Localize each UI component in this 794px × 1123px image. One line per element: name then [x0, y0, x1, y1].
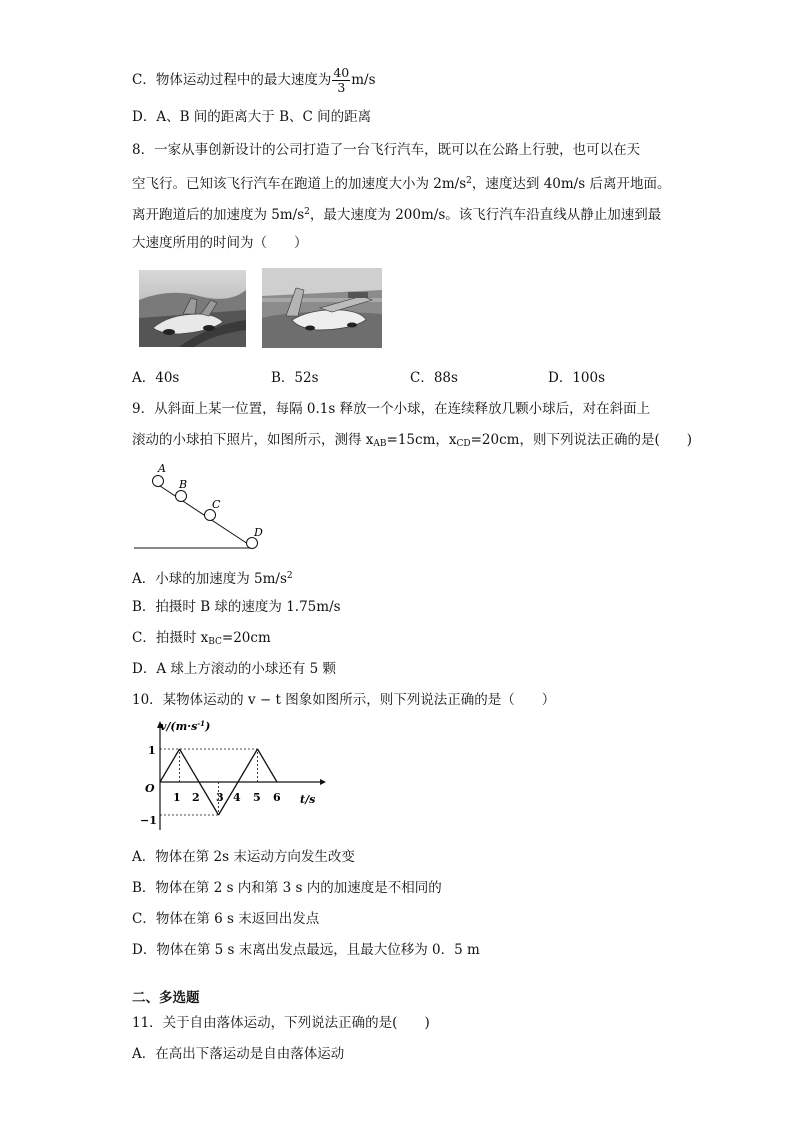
- q8-line3-a: 离开跑道后的加速度为 5m/s: [132, 207, 305, 223]
- q7-c-text: C．物体运动过程中的最大速度为: [132, 72, 332, 88]
- q9-sub-cd: CD: [456, 439, 471, 449]
- q8-line2-b: ，速度达到 40m/s 后离开地面。: [471, 176, 671, 192]
- vt-graph: [140, 718, 330, 836]
- section-title: 二、多选题: [132, 990, 200, 1006]
- q7-frac-den: 3: [337, 80, 346, 95]
- q7-option-d: D．A、B 间的距离大于 B、C 间的距离: [132, 109, 372, 125]
- q9-line2-a: 滚动的小球拍下照片，如图所示，测得 x: [132, 432, 374, 448]
- x-tick-2: 2: [192, 791, 200, 804]
- q9-a-sup: 2: [286, 571, 293, 581]
- label-c: C: [212, 498, 221, 511]
- q8-stem-line3: [132, 203, 661, 224]
- q9-line2-b: =15cm，x: [386, 432, 457, 448]
- x-tick-5: 5: [253, 791, 261, 804]
- q8-stem-line2: [132, 172, 670, 193]
- q11-stem: 11．关于自由落体运动，下列说法正确的是( ): [132, 1015, 430, 1031]
- x-tick-4: 4: [233, 791, 241, 804]
- q9-sub-bc: BC: [208, 637, 222, 647]
- flying-car-wings-photo: [262, 268, 382, 348]
- q10-option-c: C．物体在第 6 s 末返回出发点: [132, 911, 320, 927]
- q8-option-c: C．88s: [410, 370, 458, 386]
- q8-option-a: A．40s: [132, 370, 180, 386]
- q9-option-b: B．拍摄时 B 球的速度为 1.75m/s: [132, 599, 341, 615]
- ball-d: [247, 538, 258, 549]
- q9-a-text: A．小球的加速度为 5m/s: [132, 571, 287, 587]
- origin-label: O: [145, 782, 155, 795]
- x-axis-label: t/s: [300, 793, 316, 806]
- q9-c-text2: =20cm: [221, 630, 271, 646]
- vt-segment-4: [258, 749, 278, 782]
- y-tick-pos: 1: [148, 744, 156, 757]
- label-d: D: [254, 526, 263, 539]
- q7-option-c: [132, 66, 376, 95]
- x-axis-arrow: [320, 779, 326, 785]
- q10-option-a: A．物体在第 2s 末运动方向发生改变: [132, 849, 355, 865]
- q9-c-text: C．拍摄时 x: [132, 630, 209, 646]
- ball-a: [153, 476, 164, 487]
- ball-c: [205, 510, 216, 521]
- vt-segment-1: [160, 749, 180, 782]
- q7-frac-num: 40: [333, 65, 350, 80]
- q7-c-unit: m/s: [351, 72, 376, 88]
- q9-option-d: D．A 球上方滚动的小球还有 5 颗: [132, 661, 337, 677]
- y-axis-label: $v/(m\cdot s^{-1})$: [160, 719, 211, 733]
- q8-option-b: B．52s: [271, 370, 319, 386]
- q9-sub-ab: AB: [373, 439, 387, 449]
- x-tick-1: 1: [173, 791, 181, 804]
- x-tick-6: 6: [273, 791, 281, 804]
- x-tick-3: 3: [216, 791, 224, 804]
- q8-line2-a: 空飞行。已知该飞行汽车在跑道上的加速度大小为 2m/s: [132, 176, 467, 192]
- q9-stem-line2: [132, 431, 692, 453]
- q8-option-d: D．100s: [548, 370, 606, 386]
- q11-option-a: A．在高出下落运动是自由落体运动: [132, 1046, 345, 1062]
- q8-stem-line4: 大速度所用的时间为（ ）: [132, 235, 308, 251]
- q8-sup-2: 2: [304, 207, 310, 217]
- q9-option-a: [132, 567, 293, 588]
- y-tick-neg: −1: [140, 814, 157, 827]
- q9-option-c: [132, 629, 271, 651]
- q10-option-d: D．物体在第 5 s 末离出发点最远，且最大位移为 0．5 m: [132, 942, 480, 958]
- q8-line3-b: ，最大速度为 200m/s。该飞行汽车沿直线从静止加速到最: [309, 207, 662, 223]
- q8-stem-line1: 8．一家从事创新设计的公司打造了一台飞行汽车，既可以在公路上行驶，也可以在天: [132, 142, 641, 158]
- q10-option-b: B．物体在第 2 s 内和第 3 s 内的加速度是不相同的: [132, 880, 442, 896]
- q9-line2-c: =20cm，则下列说法正确的是( ): [470, 432, 692, 448]
- q8-sup-1: 2: [466, 176, 472, 186]
- q9-stem-line1: 9．从斜面上某一位置，每隔 0.1s 释放一个小球，在连续释放几颗小球后，对在斜面上: [132, 401, 651, 417]
- label-b: B: [179, 478, 188, 491]
- label-a: A: [158, 462, 166, 475]
- q7-fraction: [332, 66, 350, 95]
- q10-stem: 10．某物体运动的 v − t 图象如图所示，则下列说法正确的是（ ）: [132, 692, 556, 708]
- flying-car-road-photo: [139, 270, 246, 347]
- incline-diagram: [130, 460, 280, 554]
- ball-b: [176, 491, 187, 502]
